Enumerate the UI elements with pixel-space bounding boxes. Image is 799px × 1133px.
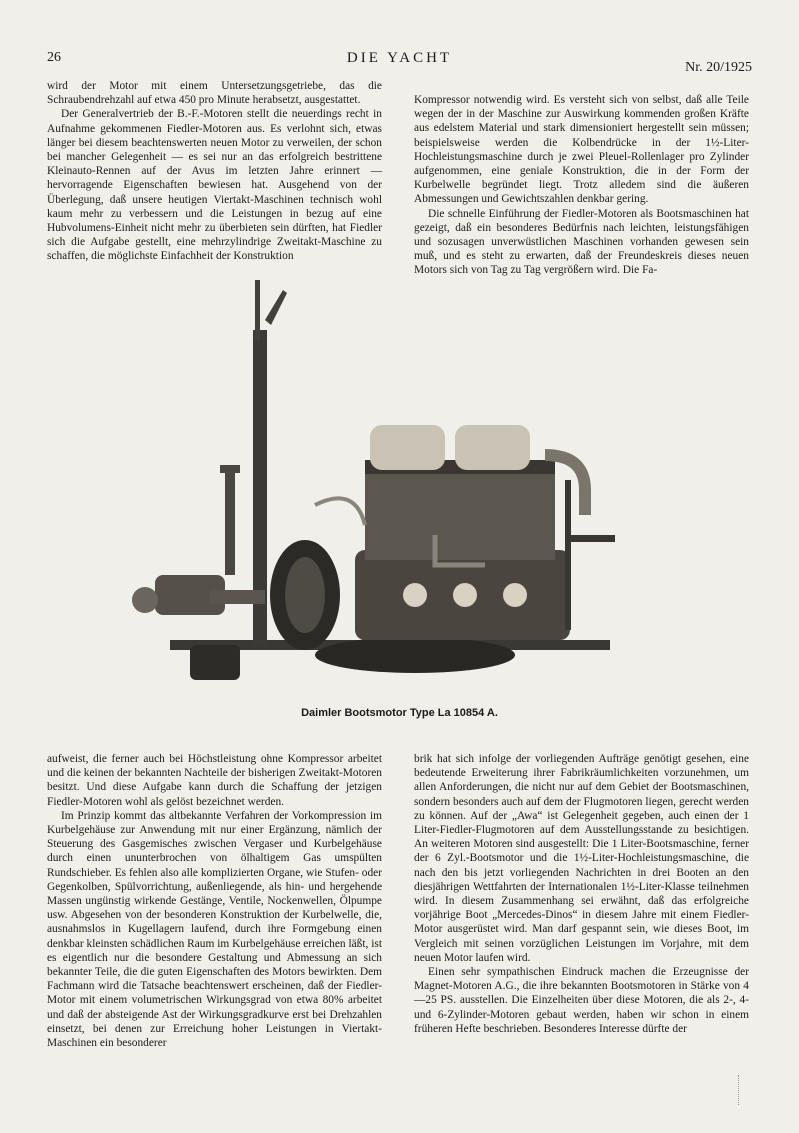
paragraph: Im Prinzip kommt das altbekannte Verfahren der Vorkompression im Kurbelgehäuse zur Anwendung mit nur einer Ergänzung, nämlich der Steuerung des Gasgemisches zwischen Vergaser und Kurbelgehäuse durch einen ununterbrochen von ölhaltigem Gas umspülten Rundschieber. Es fehlen also alle komplizierten Organe, wie Stufen- oder Gegenkolben, Spülvorrichtung, außenliegende, als hin- und hergehende Massen ungünstig wirkende Gestänge, Ventile, Nockenwellen, Ölpumpe usw. Abgesehen von der besonderen Konstruktion der Kurbelwelle, die, ausnahmslos in Kugellagern laufend, durch ihre Formgebung einen denkbar kleinsten schädlichen Raum im Kurbelgehäuse erreichen läßt, ist es eigentlich nur die besondere Gestaltung und Abmessung an sich bekannter Teile, die die guten Eigenschaften des Motors bewirkten. Dem Fachmann wird die Tatsache beachtenswert erscheinen, daß der Fiedler-Motor mit einem volumetrischen Wirkungsgrad von etwa 80% arbeitet und daß der absteigende Ast der Wirkungsgradkurve erst bei Drehzahlen einsetzt, bei denen zur Erreichung hoher Leistungen in Viertakt-Maschinen ein besonderer [47,809,382,1050]
paragraph: aufweist, die ferner auch bei Höchstleistung ohne Kompressor arbeitet und die keinen der bekannten Nachteile der bisherigen Zweitakt-Motoren besitzt. Und diese Aufgabe kann durch die Schaffung der jetzigen Fiedler-Motoren wohl als gelöst bezeichnet werden. [47,753,382,808]
page-number: 26 [47,50,61,65]
running-title: DIE YACHT [346,50,453,66]
boat-engine-illustration [115,275,615,685]
paragraph: Einen sehr sympathischen Eindruck machen die Erzeugnisse der Magnet-Motoren A.G., die ihre bekannten Bootsmotoren in Stärke von 4—25 PS. ausstellen. Die Einzelheiten über diese Motoren, die als 2-, 4- und 6-Zylinder-Motoren gebaut werden, haben wir schon in einem früheren Hefte beschrieben. Besonderes Interesse dürfte der [414,966,749,1035]
margin-mark [738,1075,749,1105]
top-right-column [414,93,749,278]
paragraph: wird der Motor mit einem Untersetzungsgetriebe, das die Schraubendrehzahl auf etwa 450 pro Minute herabsetzt, ausgestattet. [47,80,382,107]
issue-number: Nr. 20/1925 [685,60,752,75]
paragraph: Die schnelle Einführung der Fiedler-Motoren als Bootsmaschinen hat gezeigt, daß ein besonderes Bedürfnis nach leichten, leistungsfähigen und sozusagen unverwüstlichen Maschinen vorhanden gewesen sein muß, und es steht zu erwarten, daß der Freundeskreis dieses neuen Motors sich von Tag zu Tag vergrößern wird. Die Fa- [414,207,749,277]
top-left-column [47,79,382,264]
paragraph: Kompressor notwendig wird. Es versteht sich von selbst, daß alle Teile wegen der in der Maschine zur Auswirkung kommenden großen Kräfte aus edelstem Material und stark dimensioniert hergestellt sein müssen; beispielsweise werden die Kolbendrücke in der 1½-Liter-Hochleistungsmaschine durch je zwei Pleuel-Rollenlager pro Zylinder aufgenommen, eine geniale Konstruktion, die in der Form der Kurbelwelle begründet liegt. Trotz alledem sind die äußeren Abmessungen und Gewichtszahlen denkbar gering. [414,94,749,206]
paragraph: brik hat sich infolge der vorliegenden Aufträge genötigt gesehen, eine bedeutende Erweiterung ihrer Fabrikräumlichkeiten vorzunehmen, um allen Anforderungen, die nicht nur auf dem Gebiet der Bootsmaschinen, sondern besonders auch auf dem der Flugmotoren liegen, gerecht werden zu können. Auf der „Awa“ ist Gelegenheit gegeben, auch einen der 1 Liter-Fiedler-Flugmotoren auf dem Ausstellungsstande zu besichtigen. An weiteren Motoren sind ausgestellt: Die 1 Liter-Bootsmaschine, ferner der 6 Zyl.-Bootsmotor und die 1½-Liter-Hochleistungsmaschine, die nach den bis jetzt vorliegenden Nachrichten in drei Booten an den diesjährigen Wettfahrten der Internationalen 1½-Liter-Klasse teilnehmen wird. In diesem Zusammenhang sei erwähnt, daß das erfolgreiche vorjährige Boot „Mercedes-Dinos“ in diesem Jahre mit einem Fiedler-Motor ausgerüstet wird. Man darf gespannt sein, wie dieses Boot, im Vergleich mit seinen vorzüglichen Leistungen im Vorjahre, mit dem neuen Motor laufen wird. [414,753,749,964]
engine-photograph [115,275,615,685]
paragraph: Der Generalvertrieb der B.-F.-Motoren stellt die neuerdings recht in Aufnahme gekommenen Fiedler-Motoren aus. Es verlohnt sich, etwas länger bei diesem beachtenswerten neuen Motor zu verweilen, der schon bei mancher Gelegenheit — es sei nur an das erfolgreich bestrittene Kleinauto-Rennen auf der Avus im letzten Jahre erinnert — hervorragende Eigenschaften bewiesen hat. Ausgehend von der Überlegung, daß unsere heutigen Viertakt-Maschinen technisch wohl kaum mehr zu verbessern und die Leistungen in bezug auf eine Hubvolumens-Einheit nicht mehr zu überbieten sein dürften, hat Fiedler sich die Aufgabe gestellt, eine mehrzylindrige Zweitakt-Maschine zu schaffen, die möglichste Einfachheit der Konstruktion [47,108,382,263]
bottom-right-column [414,752,749,1036]
figure-caption: Daimler Bootsmotor Type La 10854 A. [301,707,498,719]
bottom-left-column [47,752,382,1050]
